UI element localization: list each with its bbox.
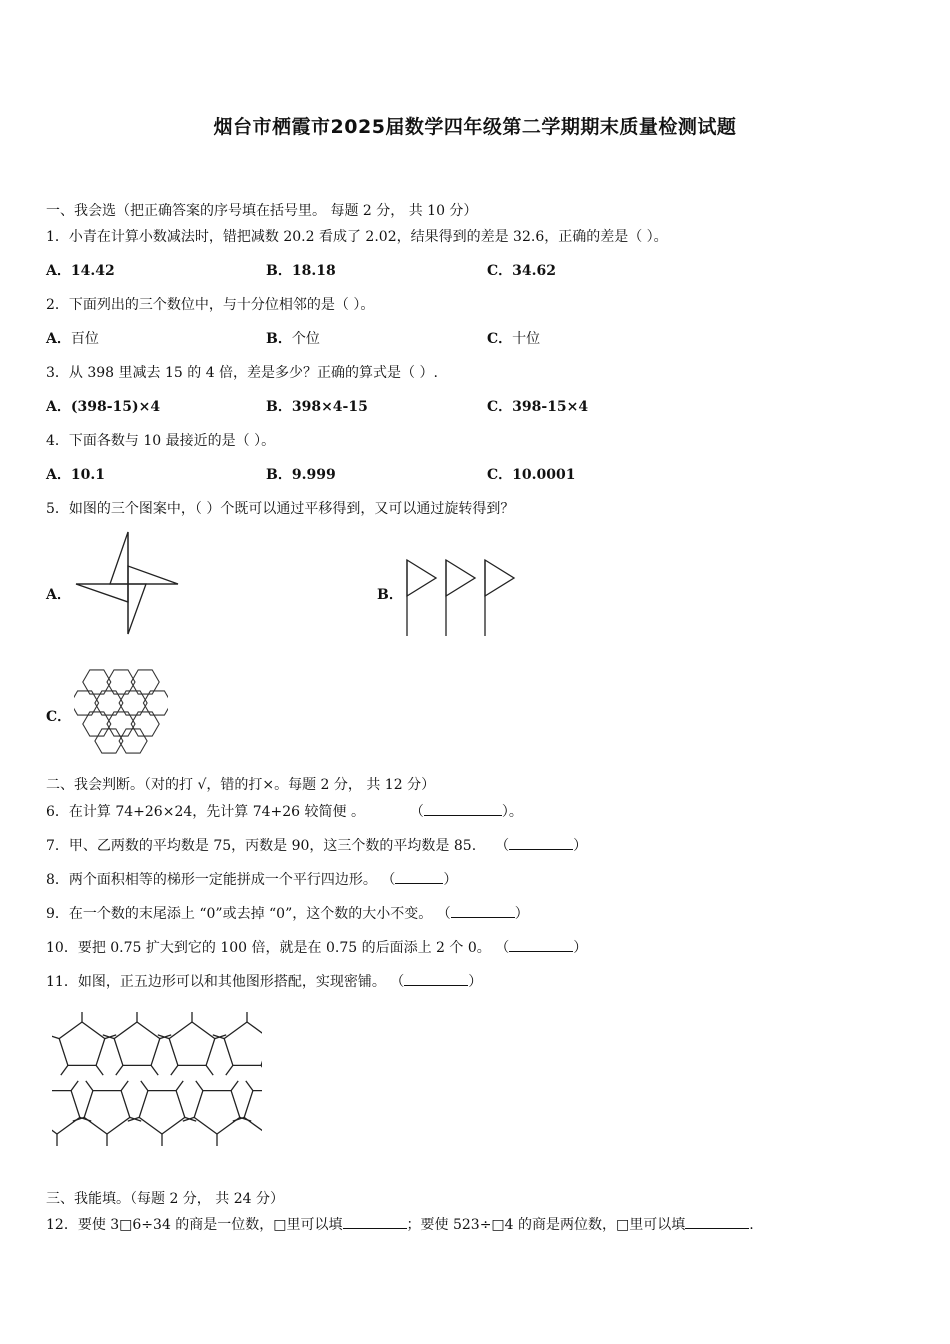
star-gap-edge [151, 1065, 158, 1075]
pinwheel-figure [74, 530, 182, 638]
question-2: 2．下面列出的三个数位中，与十分位相邻的是（ ）。 [46, 297, 375, 313]
q3-option-c[interactable]: C．398-15×4 [487, 399, 589, 415]
q1-option-a[interactable]: A．14.42 [46, 263, 115, 279]
q1-option-c[interactable]: C．34.62 [487, 263, 556, 279]
star-gap-edge [71, 1081, 78, 1091]
q10-answer-blank[interactable] [509, 938, 573, 952]
star-gap-edge [86, 1081, 93, 1091]
pentagon-tiling-figure [52, 1012, 262, 1158]
q2-option-a[interactable]: A．百位 [46, 331, 99, 347]
section-3-heading: 三、我能填。（每题 2 分， 共 24 分） [46, 1191, 284, 1207]
question-12: 12．要使 3□6÷34 的商是一位数，□里可以填 ；要使 523÷□4 的商是两位数，□里可以填 . [46, 1217, 754, 1233]
page-title: 烟台市栖霞市2025届数学四年级第二学期期末质量检测试题 [213, 116, 737, 138]
question-9: 9．在一个数的末尾添上 “0”或去掉 “0”，这个数的大小不变。 （ ） [46, 906, 529, 922]
star-gap-edge [246, 1081, 253, 1091]
q2-option-b[interactable]: B．个位 [266, 331, 320, 347]
star-gap-edge [231, 1081, 238, 1091]
star-gap-edge [176, 1081, 183, 1091]
q5-option-a-label[interactable]: A． [46, 587, 71, 603]
question-8: 8．两个面积相等的梯形一定能拼成一个平行四边形。 （ ） [46, 872, 458, 888]
star-gap-edge [61, 1065, 68, 1075]
q5-option-c-label[interactable]: C． [46, 709, 72, 725]
question-7: 7．甲、乙两数的平均数是 75，丙数是 90，这三个数的平均数是 85. （ ） [46, 838, 588, 854]
q11-answer-blank[interactable] [404, 972, 468, 986]
section-2-heading: 二、我会判断。（对的打 √，错的打×。每题 2 分， 共 12 分） [46, 777, 436, 793]
q3-option-b[interactable]: B．398×4-15 [266, 399, 368, 415]
star-gap-edge [261, 1065, 262, 1075]
star-gap-edge [52, 1035, 59, 1039]
pentagon-tile [169, 1022, 215, 1065]
q2-option-c[interactable]: C．十位 [487, 331, 541, 347]
q7-answer-blank[interactable] [509, 836, 573, 850]
question-3: 3．从 398 里减去 15 的 4 倍，差是多少？正确的算式是（ ）. [46, 365, 438, 381]
star-gap-edge [206, 1065, 213, 1075]
q4-option-c[interactable]: C．10.0001 [487, 467, 576, 483]
question-11: 11．如图，正五边形可以和其他图形搭配，实现密铺。 （ ） [46, 974, 483, 990]
question-4: 4．下面各数与 10 最接近的是（ ）。 [46, 433, 276, 449]
pentagon-tile [244, 1091, 262, 1134]
question-1: 1．小青在计算小数减法时，错把减数 20.2 看成了 2.02，结果得到的差是 32.6，正确的差是（ ）。 [46, 229, 668, 245]
pentagon-tile [84, 1091, 130, 1134]
q1-option-b[interactable]: B．18.18 [266, 263, 336, 279]
pentagon-tile [114, 1022, 160, 1065]
q6-answer-blank[interactable] [424, 802, 502, 816]
star-gap-edge [196, 1081, 203, 1091]
q5-option-b-label[interactable]: B． [377, 587, 403, 603]
star-gap-edge [171, 1065, 178, 1075]
star-gap-edge [141, 1081, 148, 1091]
hexagon-tiling-figure [74, 662, 168, 756]
flags-figure [402, 558, 518, 638]
pentagon-tile [59, 1022, 105, 1065]
q12-answer-blank-2[interactable] [685, 1215, 749, 1229]
q3-option-a[interactable]: A．(398-15)×4 [46, 399, 161, 415]
question-6: 6．在计算 74+26×24，先计算 74+26 较简便 。 （ ）。 [46, 804, 523, 820]
pentagon-tile [224, 1022, 262, 1065]
question-10: 10．要把 0.75 扩大到它的 100 倍，就是在 0.75 的后面添上 2 个 0。 （ ） [46, 940, 588, 956]
q4-option-a[interactable]: A．10.1 [46, 467, 105, 483]
question-5: 5．如图的三个图案中，（ ）个既可以通过平移得到，又可以通过旋转得到？ [46, 501, 515, 517]
q12-answer-blank-1[interactable] [343, 1215, 407, 1229]
star-gap-edge [226, 1065, 233, 1075]
pentagon-tile [194, 1091, 240, 1134]
pentagon-tile [52, 1091, 80, 1134]
star-gap-edge [121, 1081, 128, 1091]
q8-answer-blank[interactable] [395, 870, 443, 884]
q4-option-b[interactable]: B．9.999 [266, 467, 336, 483]
pentagon-tile [139, 1091, 185, 1134]
star-gap-edge [116, 1065, 123, 1075]
section-1-heading: 一、我会选（把正确答案的序号填在括号里。 每题 2 分， 共 10 分） [46, 203, 478, 219]
star-gap-edge [96, 1065, 103, 1075]
q9-answer-blank[interactable] [451, 904, 515, 918]
